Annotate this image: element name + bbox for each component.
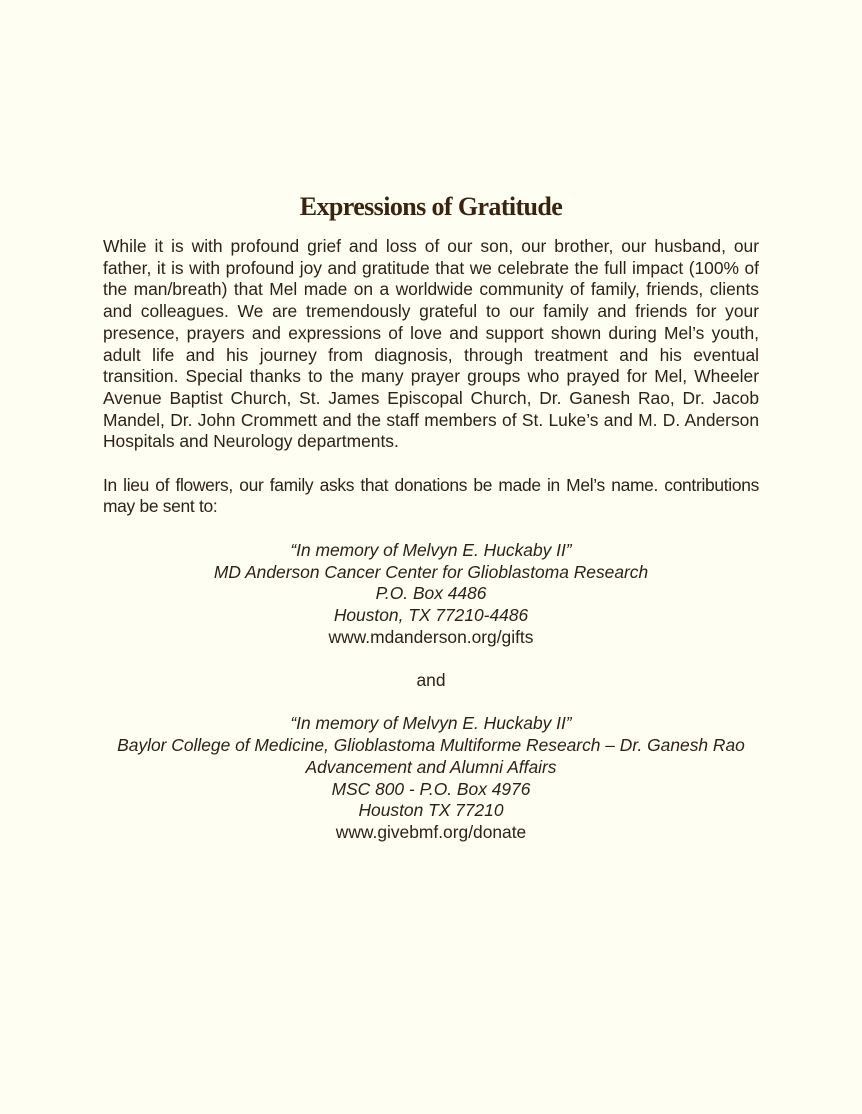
donation-organization: Baylor College of Medicine, Glioblastoma Multiforme Research – Dr. Ganesh Rao — [117, 735, 745, 756]
donation-memo: “In memory of Melvyn E. Huckaby II” — [290, 539, 572, 560]
donation-department: Advancement and Alumni Affairs — [305, 756, 557, 777]
donation-block-md-anderson — [103, 540, 759, 649]
in-lieu-paragraph: In lieu of flowers, our family asks that donations be made in Mel’s name. contributions may be sent to: — [103, 474, 759, 517]
gratitude-paragraph: While it is with profound grief and loss of our son, our brother, our husband, our father, it is with profound joy and gratitude that we celebrate the full impact (100% of the man/breath) that Mel made on a worldwide community of family, friends, clients and colleagues. We are tremendously grateful to our family and friends for your presence, prayers and expressions of love and support shown during Mel’s youth, adult life and his journey from diagnosis, through treatment and his eventual transition. Special thanks to the many prayer groups who prayed for Mel, Wheeler Avenue Baptist Church, St. James Episcopal Church, Dr. Ganesh Rao, Dr. Jacob Mandel, Dr. John Crommett and the staff members of St. Luke’s and M. D. Anderson Hospitals and Neurology departments. — [103, 236, 759, 452]
donation-address-line-2: Houston, TX 77210-4486 — [333, 604, 529, 625]
document-page — [103, 190, 759, 844]
donation-address-line-1: MSC 800 - P.O. Box 4976 — [331, 778, 531, 799]
conjunction-text: and — [416, 670, 446, 691]
page-title: Expressions of Gratitude — [299, 192, 563, 221]
donation-address-line-1: P.O. Box 4486 — [375, 583, 487, 604]
donation-address-line-2: Houston TX 77210 — [358, 800, 504, 821]
donation-website-link[interactable]: www.givebmf.org/donate — [335, 821, 527, 842]
donation-organization: MD Anderson Cancer Center for Glioblastoma Research — [213, 561, 649, 582]
donation-website-link[interactable]: www.mdanderson.org/gifts — [328, 626, 534, 647]
donation-block-baylor — [103, 713, 759, 843]
donation-memo: “In memory of Melvyn E. Huckaby II” — [290, 713, 572, 734]
